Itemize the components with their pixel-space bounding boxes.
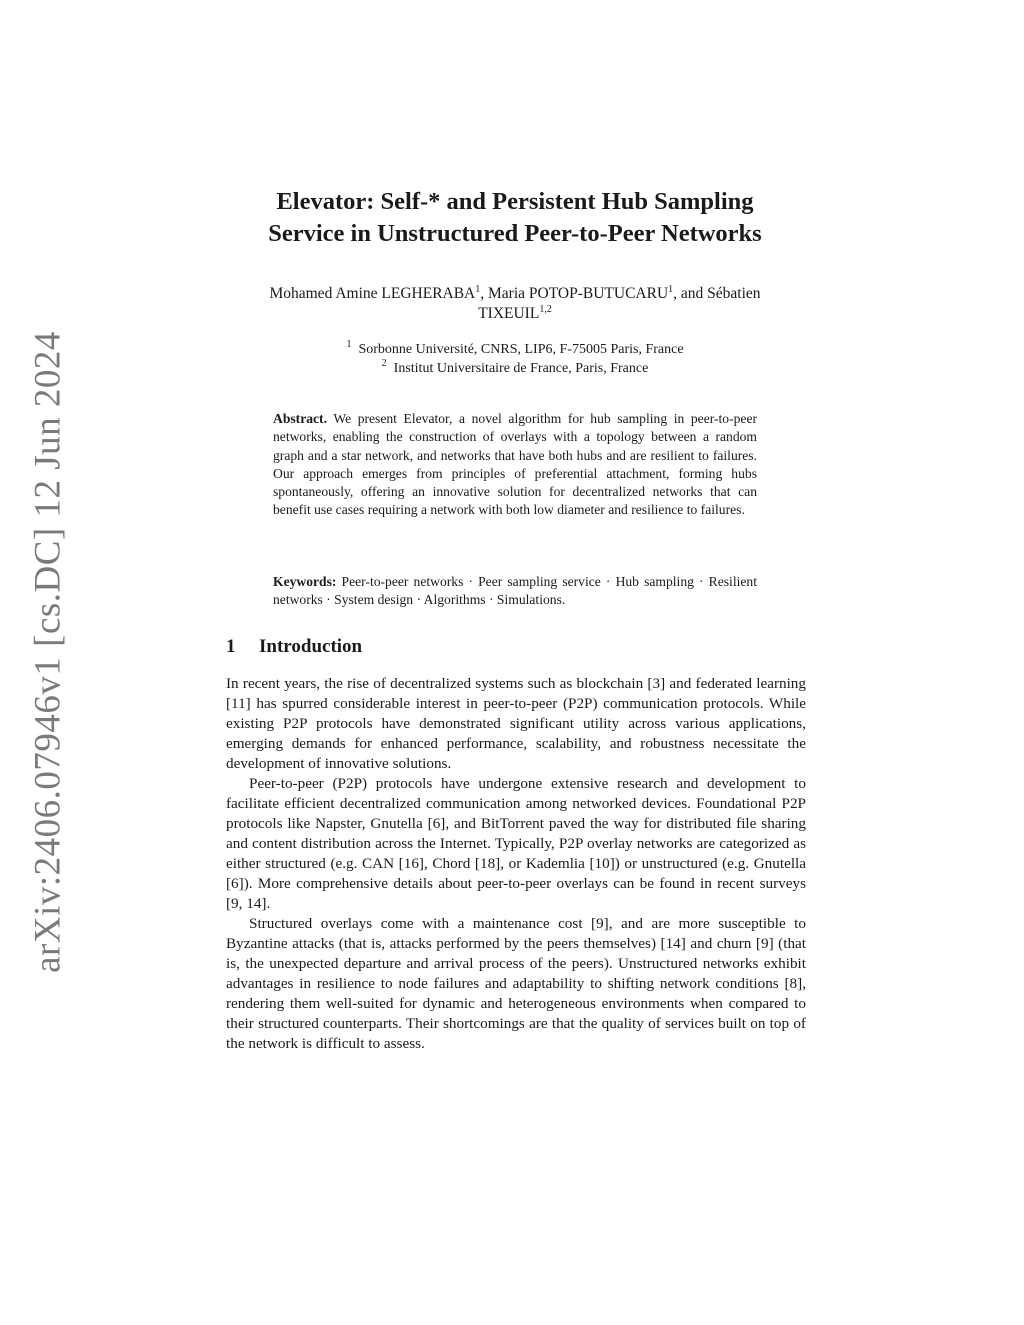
author-3-prefix: , and Sébatien — [673, 285, 761, 302]
paragraph-3: Structured overlays come with a maintenance cost [9], and are more susceptible to Byzantine attacks (that is, attacks performed by the peers themselves) [14] and churn [9] (that is, the unexpected departure and arrival process of the peers). Unstructured networks exhibit advantages in resilience to node failures and adaptability to shifting network conditions [8], rendering them well-suited for dynamic and heterogeneous environments when compared to their structured counterparts. Their shortcomings are that the quality of services built on top of the network is difficult to assess. — [226, 915, 806, 1052]
author-2-affiliation-mark: 1 — [668, 284, 674, 295]
arxiv-identifier: arXiv:2406.07946v1 [cs.DC] 12 Jun 2024 — [27, 331, 69, 973]
abstract-label: Abstract. — [273, 411, 327, 426]
affiliation-1-text: Sorbonne Université, CNRS, LIP6, F-75005 Paris, France — [358, 342, 684, 357]
author-3-name: TIXEUIL — [478, 305, 540, 322]
paper-title — [200, 186, 830, 250]
title-line-1: Elevator: Self-* and Persistent Hub Sampling — [276, 188, 754, 215]
author-3-affiliation-mark: 1,2 — [539, 304, 552, 315]
section-number: 1 — [226, 636, 236, 657]
author-1-name: Mohamed Amine LEGHERABA — [269, 285, 476, 302]
author-list — [215, 284, 815, 324]
abstract — [273, 410, 757, 520]
affiliation-list — [215, 340, 815, 378]
affiliation-1 — [215, 340, 815, 359]
affiliation-2 — [215, 359, 815, 378]
keywords-text: Peer-to-peer networks · Peer sampling service · Hub sampling · Resilient networks · System design · Algorithms · Simulations. — [273, 574, 757, 608]
affiliation-2-mark: 2 — [381, 358, 387, 369]
author-1-affiliation-mark: 1 — [475, 284, 481, 295]
affiliation-2-text: Institut Universitaire de France, Paris, France — [393, 361, 649, 376]
affiliation-1-mark: 1 — [346, 339, 352, 350]
author-2-name: , Maria POTOP-BUTUCARU — [480, 285, 669, 302]
section-heading-introduction — [226, 636, 362, 658]
paragraph-2: Peer-to-peer (P2P) protocols have undergone extensive research and development to facilitate efficient decentralized communication among networked devices. Foundational P2P protocols like Napster, Gnutella [6], and BitTorrent paved the way for distributed file sharing and content distribution across the Internet. Typically, P2P overlay networks are categorized as either structured (e.g. CAN [16], Chord [18], or Kademlia [10]) or unstructured (e.g. Gnutella [6]). More comprehensive details about peer-to-peer overlays can be found in recent surveys [9, 14]. — [226, 775, 806, 912]
title-line-2: Service in Unstructured Peer-to-Peer Networks — [268, 220, 762, 247]
keywords — [273, 573, 757, 610]
section-title: Introduction — [259, 636, 363, 657]
abstract-text: We present Elevator, a novel algorithm for hub sampling in peer-to-peer networks, enabling the construction of overlays with a topology between a random graph and a star network, and networks that have both hubs and are resilient to failures. Our approach emerges from principles of preferential attachment, forming hubs spontaneously, offering an innovative solution for decentralized networks that can benefit use cases requiring a network with both low diameter and resilience to failures. — [273, 411, 757, 518]
paragraph-1: In recent years, the rise of decentralized systems such as blockchain [3] and federated learning [11] has spurred considerable interest in peer-to-peer (P2P) communication protocols. While existing P2P protocols have demonstrated significant utility across various applications, emerging demands for enhanced performance, scalability, and robustness necessitate the development of innovative solutions. — [226, 675, 806, 772]
keywords-label: Keywords: — [273, 574, 337, 589]
introduction-body — [226, 674, 806, 1054]
